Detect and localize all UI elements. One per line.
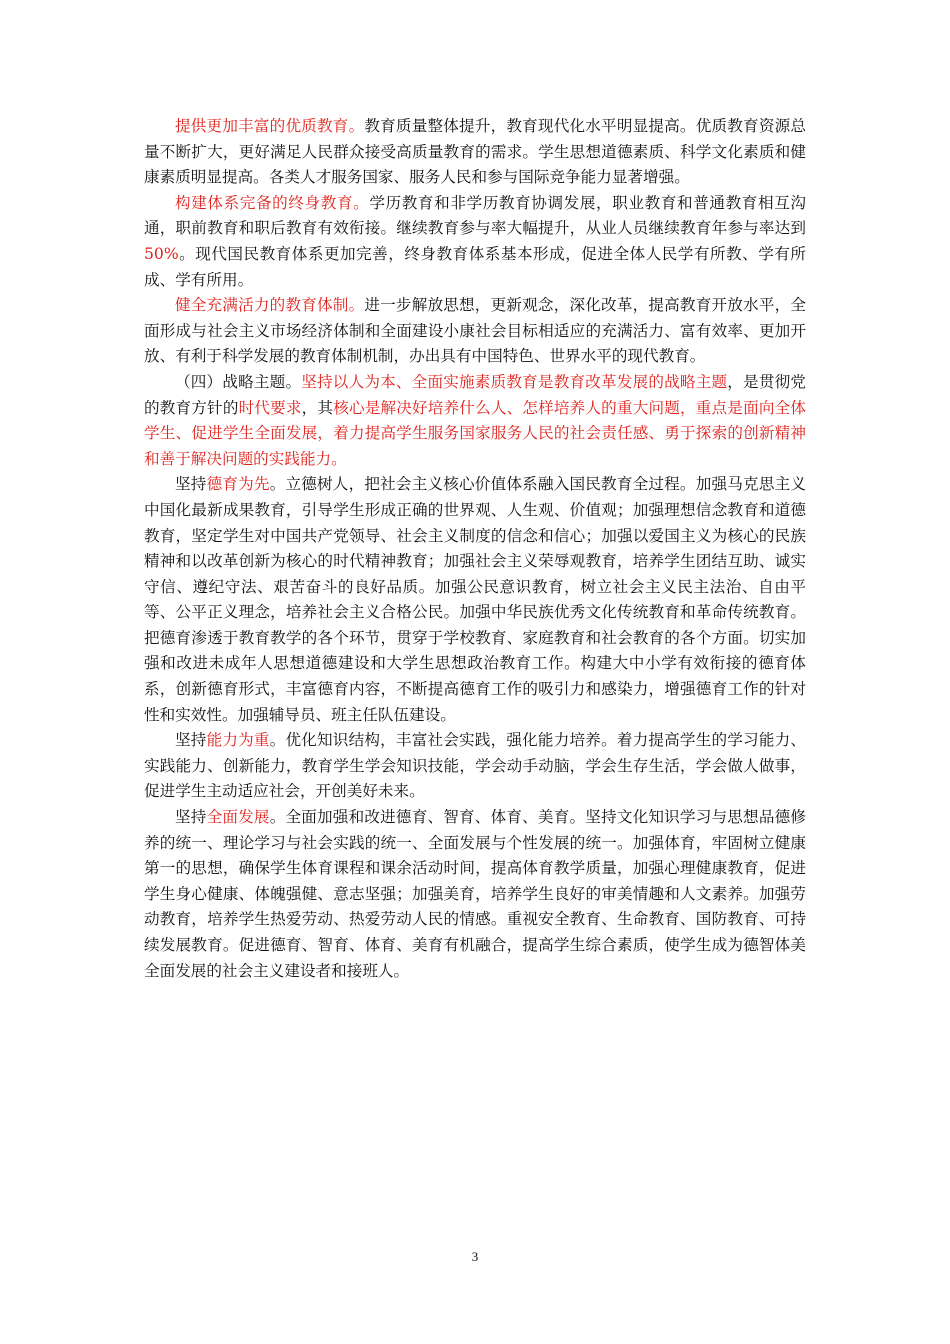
- highlighted-text: 全面发展: [206, 808, 270, 827]
- body-text: 教育质量整体提升，教育现代化水平明显提高。优质教育资源总量不断扩大，更好满足人民群众接受高质量教育的需求。学生思想道德素质、科学文化素质和健康素质明显提高。各类人才服务国家、服务人民和参与国际竞争能力显著增强。: [144, 117, 806, 187]
- paragraph: [144, 472, 806, 728]
- highlighted-text: 核心是解决好培养什么人、怎样培养人的重大问题，重点是面向全体学生、促进学生全面发展，着力提高学生服务国家服务人民的社会责任感、勇于探索的创新精神和善于解决问题的实践能力。: [144, 398, 806, 468]
- body-text: 。立德树人，把社会主义核心价值体系融入国民教育全过程。加强马克思主义中国化最新成果教育，引导学生形成正确的世界观、人生观、价值观；加强理想信念教育和道德教育，坚定学生对中国共产党领导、社会主义制度的信念和信心；加强以爱国主义为核心的民族精神和以改革创新为核心的时代精神教育；加强社会主义荣辱观教育，培养学生团结互助、诚实守信、遵纪守法、艰苦奋斗的良好品质。加强公民意识教育，树立社会主义民主法治、自由平等、公平正义理念，培养社会主义合格公民。加强中华民族优秀文化传统教育和革命传统教育。把德育渗透于教育教学的各个环节，贯穿于学校教育、家庭教育和社会教育的各个方面。切实加强和改进未成年人思想道德建设和大学生思想政治教育工作。构建大中小学有效衔接的德育体系，创新德育形式，丰富德育内容，不断提高德育工作的吸引力和感染力，增强德育工作的针对性和实效性。加强辅导员、班主任队伍建设。: [144, 475, 806, 724]
- highlighted-text: 时代要求: [238, 398, 302, 417]
- body-text: 。全面加强和改进德育、智育、体育、美育。坚持文化知识学习与思想品德修养的统一、理论学习与社会实践的统一、全面发展与个性发展的统一。加强体育，牢固树立健康第一的思想，确保学生体育课程和课余活动时间，提高体育教学质量，加强心理健康教育，促进学生身心健康、体魄强健、意志坚强；加强美育，培养学生良好的审美情趣和人文素养。加强劳动教育，培养学生热爱劳动、热爱劳动人民的情感。重视安全教育、生命教育、国防教育、可持续发展教育。促进德育、智育、体育、美育有机融合，提高学生综合素质，使学生成为德智体美全面发展的社会主义建设者和接班人。: [144, 808, 806, 980]
- page-number: 3: [471, 1249, 479, 1264]
- paragraph: [144, 728, 806, 805]
- paragraph: [144, 805, 806, 984]
- body-text: 。现代国民教育体系更加完善，终身教育体系基本形成，促进全体人民学有所教、学有所成、学有所用。: [144, 244, 806, 289]
- body-text: （四）战略主题。: [175, 372, 302, 391]
- body-text: 坚持: [175, 808, 207, 827]
- highlighted-text: 能力为重: [206, 731, 270, 750]
- highlighted-text: 德育为先: [206, 475, 270, 494]
- paragraph: [144, 114, 806, 191]
- paragraph: [144, 191, 806, 293]
- highlighted-text: 提供更加丰富的优质教育。: [175, 117, 365, 135]
- body-text: ，其: [301, 398, 334, 417]
- body-text: 进一步解放思想，更新观念，深化改革，提高教育开放水平，全面形成与社会主义市场经济体制和全面建设小康社会目标相适应的充满活力、富有效率、更加开放、有利于科学发展的教育体制机制，办出具有中国特色、世界水平的现代教育。: [144, 296, 806, 366]
- highlighted-text: 健全充满活力的教育体制。: [175, 296, 365, 315]
- body-text: 坚持: [175, 475, 207, 494]
- highlighted-text: 50%: [144, 244, 179, 263]
- body-text: 学历教育和非学历教育协调发展，职业教育和普通教育相互沟通，职前教育和职后教育有效衔接。继续教育参与率大幅提升，从业人员继续教育年参与率达到: [144, 193, 806, 238]
- body-text: ，是贯彻党的教育方针的: [144, 372, 806, 417]
- paragraph: [144, 370, 806, 472]
- body-text: 坚持: [175, 731, 207, 750]
- paragraph: [144, 293, 806, 370]
- highlighted-text: 构建体系完备的终身教育。: [175, 193, 370, 212]
- body-text: 。优化知识结构，丰富社会实践，强化能力培养。着力提高学生的学习能力、实践能力、创新能力，教育学生学会知识技能，学会动手动脑，学会生存生活，学会做人做事，促进学生主动适应社会，开创美好未来。: [144, 731, 806, 801]
- document-body: [144, 114, 806, 984]
- highlighted-text: 坚持以人为本、全面实施素质教育是教育改革发展的战略主题: [301, 372, 728, 391]
